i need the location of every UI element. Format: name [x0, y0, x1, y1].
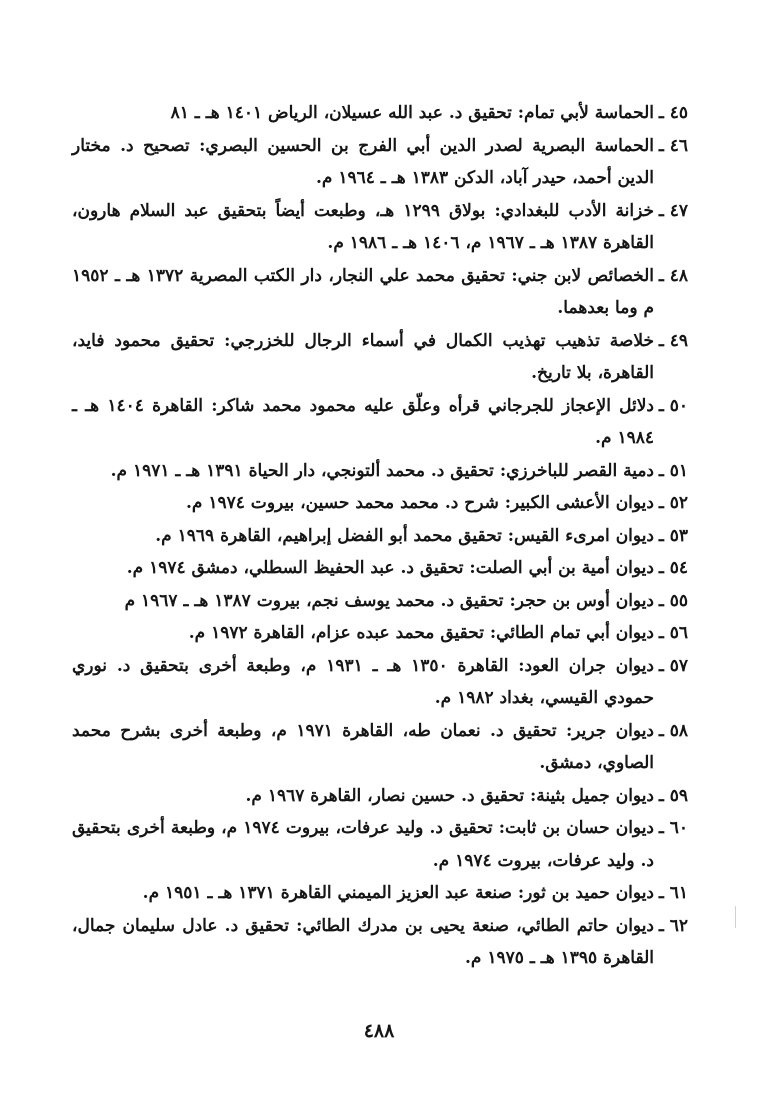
- entry-number: ٤٦ ـ: [658, 135, 688, 156]
- entry-number: ٥٠ ـ: [658, 395, 688, 416]
- bibliography-entry: [72, 910, 686, 975]
- bibliography-entry: [72, 260, 686, 325]
- entry-number: ٦٢ ـ: [658, 915, 688, 936]
- entry-number: ٥٨ ـ: [658, 720, 688, 741]
- entry-text: ديوان الأعشى الكبير: شرح د. محمد محمد حسين، بيروت ١٩٧٤ م.: [185, 493, 654, 513]
- entry-text: دمية القصر للباخرزي: تحقيق د. محمد ألتونجي، دار الحياة ١٣٩١ هـ ـ ١٩٧١ م.: [110, 460, 654, 481]
- bibliography-entry: [72, 130, 686, 195]
- entry-number: ٤٨ ـ: [658, 265, 688, 286]
- entry-text: خزانة الأدب للبغدادي: بولاق ١٢٩٩ هـ، وطبعت أيضاً بتحقيق عبد السلام هارون، القاهرة ١٣٨٧ هـ ـ ١٩٦٧ م، ١٤٠٦ هـ ـ ١٩٨٦ م.: [72, 200, 654, 253]
- bibliography-list: [72, 97, 686, 975]
- bibliography-entry: [72, 487, 686, 520]
- bibliography-entry: [72, 617, 686, 650]
- entry-number: ٥٥ ـ: [658, 590, 688, 611]
- bibliography-entry: [72, 97, 686, 130]
- entry-number: ٦٠ ـ: [658, 818, 688, 838]
- page-number: ٤٨٨: [363, 1020, 395, 1042]
- bibliography-entry: [72, 585, 686, 618]
- entry-text: ديوان أوس بن حجر: تحقيق د. محمد يوسف نجم، بيروت ١٣٨٧ هـ ـ ١٩٦٧ م: [124, 590, 654, 611]
- entry-text: الحماسة البصرية لصدر الدين أبي الفرج بن الحسين البصري: تصحيح د. مختار الدين أحمد، حيدر آباد، الدكن ١٣٨٣ هـ ـ ١٩٦٤ م.: [72, 135, 654, 188]
- bibliography-entry: [72, 812, 686, 877]
- entry-text: ديوان أمية بن أبي الصلت: تحقيق د. عبد الحفيظ السطلي، دمشق ١٩٧٤ م.: [126, 558, 654, 578]
- entry-text: الحماسة لأبي تمام: تحقيق د. عبد الله عسيلان، الرياض ١٤٠١ هـ ـ ٨١: [170, 103, 654, 123]
- entry-text: ديوان جرير: تحقيق د. نعمان طه، القاهرة ١٩٧١ م، وطبعة أخرى بشرح محمد الصاوي، دمشق.: [72, 720, 654, 773]
- bibliography-entry: [72, 195, 686, 260]
- entry-number: ٤٥ ـ: [658, 103, 688, 123]
- entry-text: خلاصة تذهيب تهذيب الكمال في أسماء الرجال للخزرجي: تحقيق محمود فايد، القاهرة، بلا تاريخ.: [72, 330, 654, 383]
- bibliography-entry: [72, 552, 686, 585]
- entry-text: ديوان امرىء القيس: تحقيق محمد أبو الفضل إبراهيم، القاهرة ١٩٦٩ م.: [155, 525, 654, 546]
- entry-text: دلائل الإعجاز للجرجاني قرأه وعلّق عليه محمود محمد شاكر: القاهرة ١٤٠٤ هـ ـ ١٩٨٤ م.: [72, 395, 654, 448]
- entry-number: ٥٢ ـ: [658, 493, 688, 513]
- bibliography-entry: [72, 877, 686, 910]
- entry-text: الخصائص لابن جني: تحقيق محمد علي النجار، دار الكتب المصرية ١٣٧٢ هـ ـ ١٩٥٢ م وما بعدهما.: [72, 265, 655, 318]
- bibliography-entry: [72, 715, 686, 780]
- entry-text: ديوان حاتم الطائي، صنعة يحيى بن مدرك الطائي: تحقيق د. عادل سليمان جمال، القاهرة ١٣٩٥ هـ ـ ١٩٧٥ م.: [72, 915, 654, 968]
- entry-number: ٥٧ ـ: [658, 655, 688, 676]
- scan-mark: [735, 906, 736, 928]
- entry-text: ديوان حميد بن ثور: صنعة عبد العزيز الميمني القاهرة ١٣٧١ هـ ـ ١٩٥١ م.: [142, 883, 654, 903]
- entry-text: ديوان حسان بن ثابت: تحقيق د. وليد عرفات، بيروت ١٩٧٤ م، وطبعة أخرى بتحقيق د. وليد عرفات، بيروت ١٩٧٤ م.: [72, 818, 654, 871]
- entry-number: ٤٧ ـ: [658, 200, 688, 221]
- entry-number: ٥٤ ـ: [658, 558, 688, 578]
- bibliography-entry: [72, 780, 686, 813]
- entry-number: ٥٣ ـ: [658, 525, 688, 546]
- entry-number: ٥٦ ـ: [658, 623, 688, 643]
- entry-number: ٦١ ـ: [658, 883, 688, 903]
- bibliography-entry: [72, 325, 686, 390]
- entry-text: ديوان أبي تمام الطائي: تحقيق محمد عبده عزام، القاهرة ١٩٧٢ م.: [188, 623, 654, 643]
- entry-number: ٥٩ ـ: [658, 785, 688, 806]
- entry-number: ٤٩ ـ: [658, 330, 688, 351]
- bibliography-entry: [72, 520, 686, 553]
- bibliography-entry: [72, 650, 686, 715]
- entry-text: ديوان جران العود: القاهرة ١٣٥٠ هـ ـ ١٩٣١ م، وطبعة أخرى بتحقيق د. نوري حمودي القيسي، بغداد ١٩٨٢ م.: [72, 655, 655, 708]
- bibliography-entry: [72, 390, 686, 455]
- entry-number: ٥١ ـ: [658, 460, 688, 481]
- bibliography-entry: [72, 455, 686, 488]
- entry-text: ديوان جميل بثينة: تحقيق د. حسين نصار، القاهرة ١٩٦٧ م.: [245, 785, 654, 806]
